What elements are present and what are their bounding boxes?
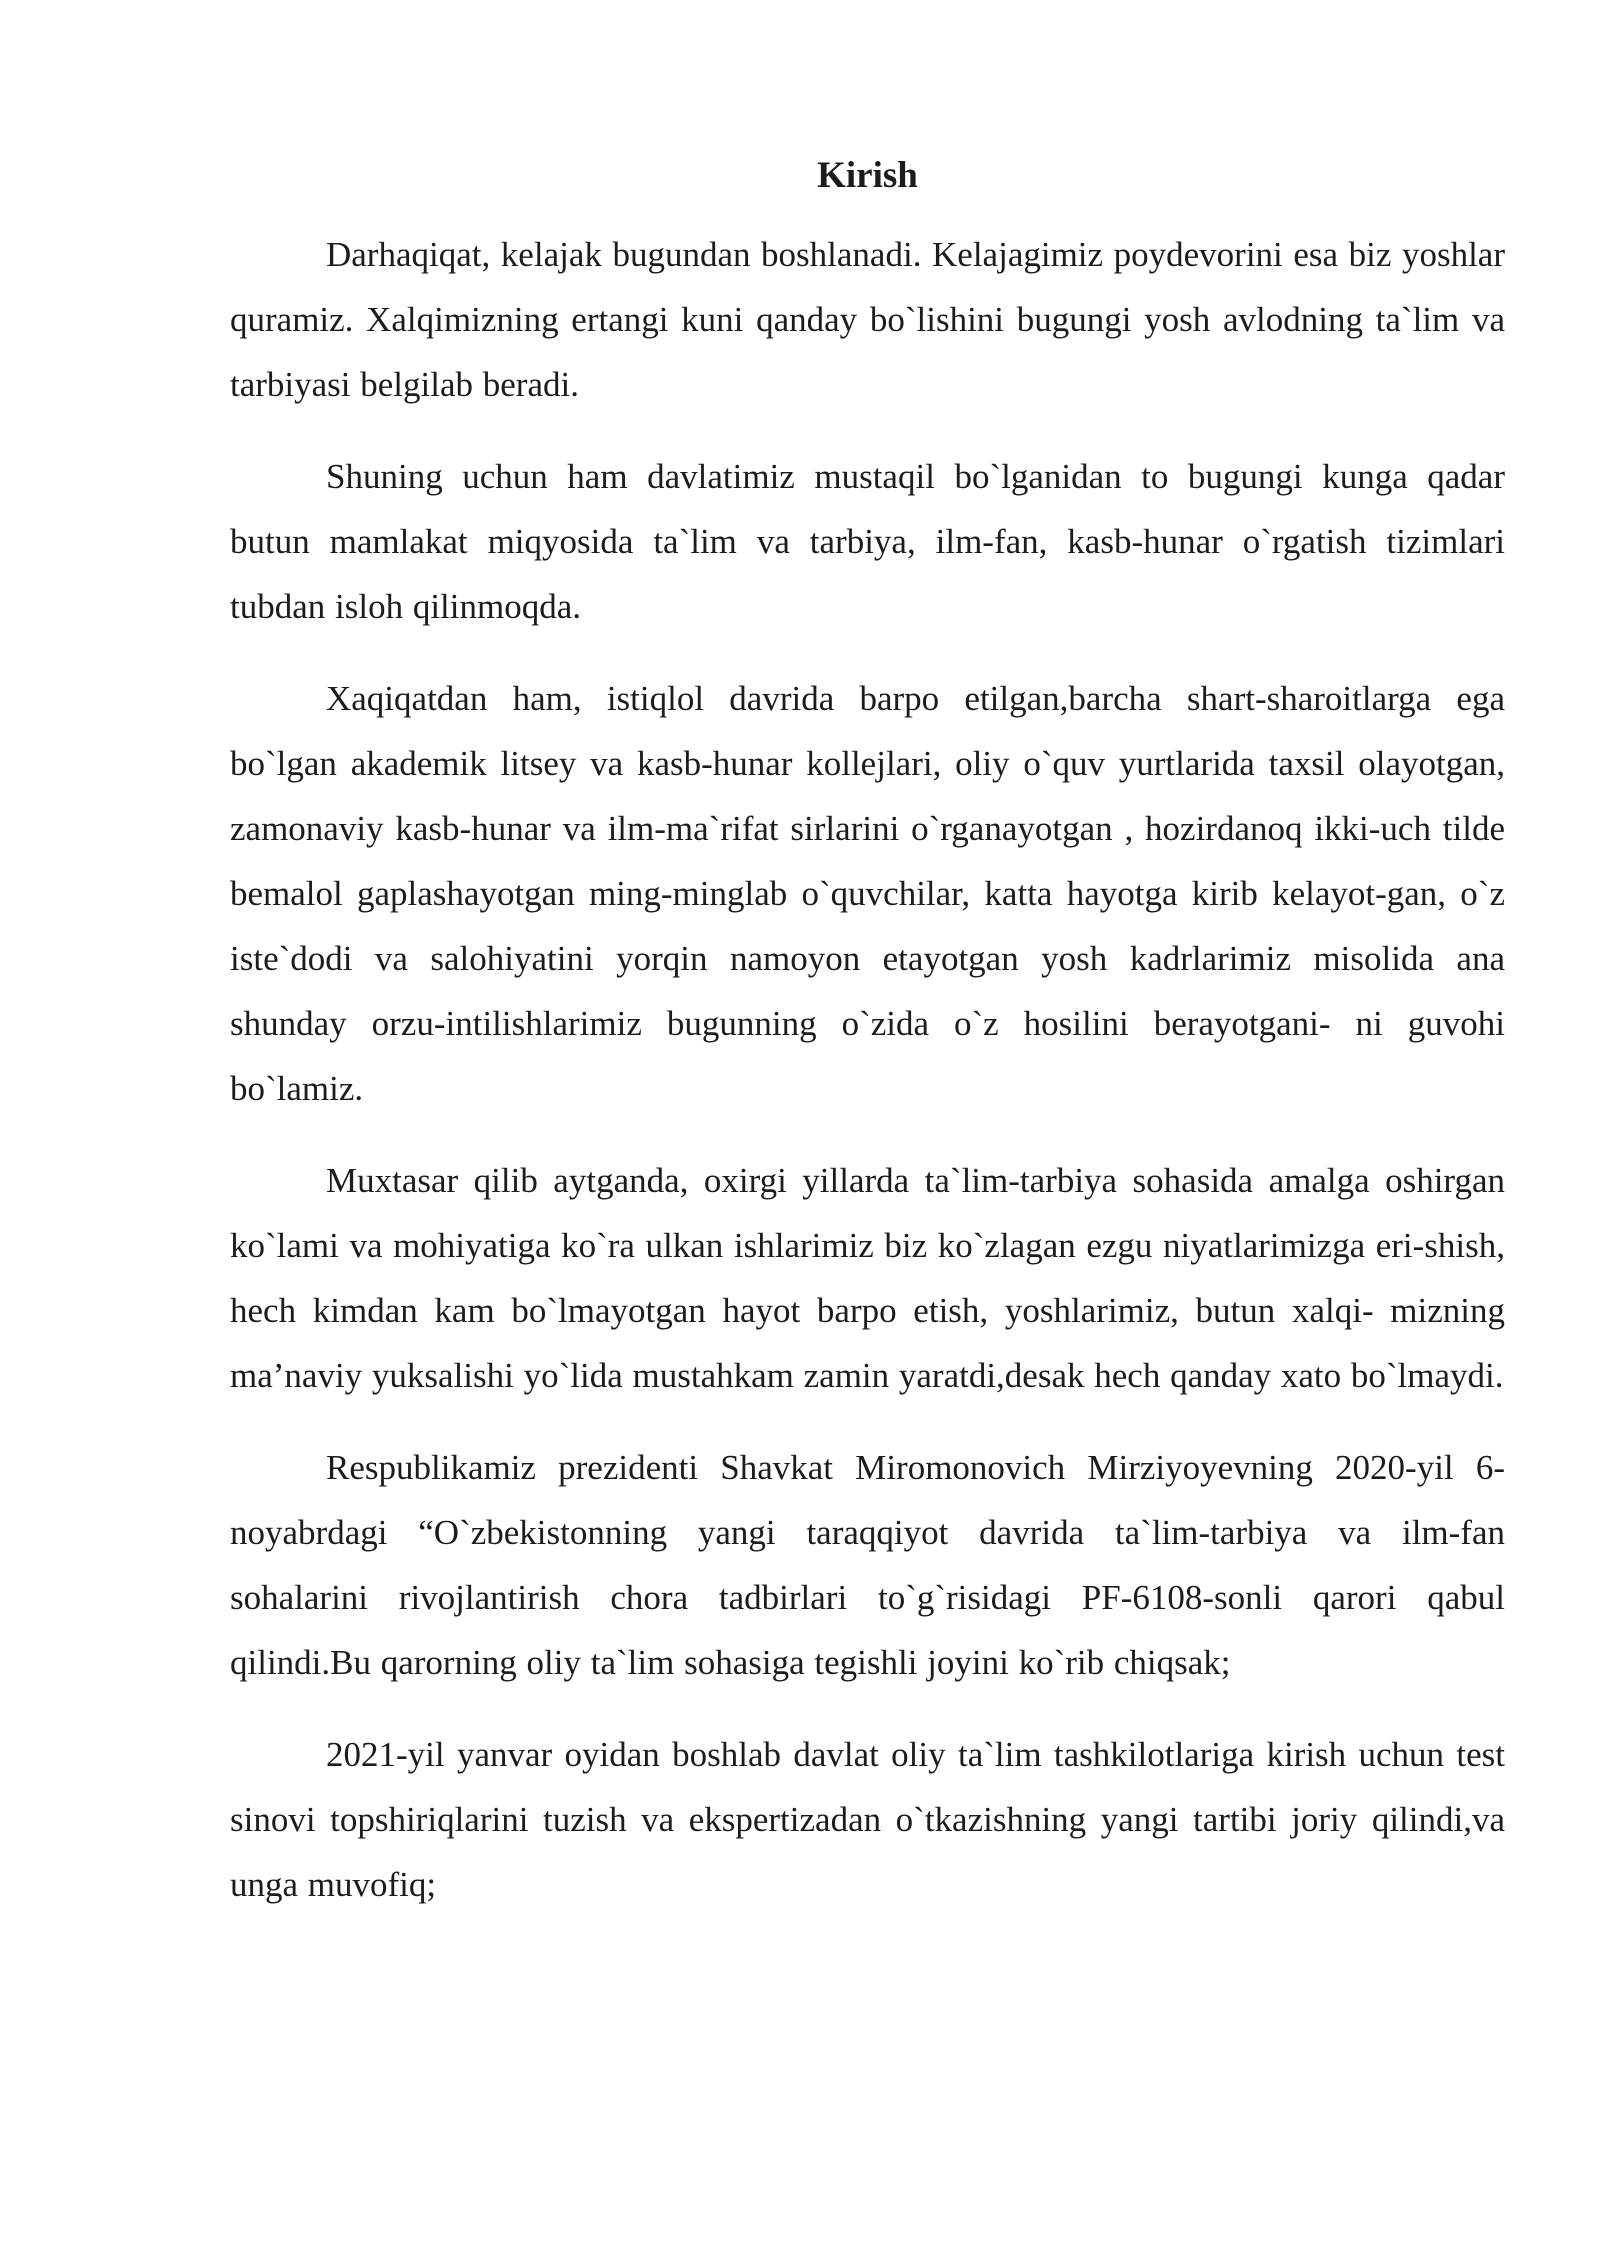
paragraph-6: 2021-yil yanvar oyidan boshlab davlat oliy ta`lim tashkilotlariga kirish uchun test sinovi topshiriqlarini tuzish va ekspertizadan o`tkazishning yangi tartibi joriy qilindi,va unga muvofiq; (230, 1735, 1505, 1904)
document-title: Kirish (817, 155, 918, 196)
paragraph-5: Respublikamiz prezidenti Shavkat Miromonovich Mirziyoyevning 2020-yil 6-noyabrdagi “O`zbekistonning yangi taraqqiyot davrida ta`lim-tarbiya va ilm-fan sohalarini rivojlantirish chora tadbirlari to`g`risidagi PF-6108-sonli qarori qabul qilindi.Bu qarorning oliy ta`lim sohasiga tegishli joyini ko`rib chiqsak; (230, 1448, 1505, 1682)
paragraph-1: Darhaqiqat, kelajak bugundan boshlanadi. Kelajagimiz poydevorini esa biz yoshlar quramiz. Xalqimizning ertangi kuni qanday bo`lishini bugungi yosh avlodning ta`lim va tarbiyasi belgilab beradi. (230, 235, 1505, 404)
paragraph-4: Muxtasar qilib aytganda, oxirgi yillarda ta`lim-tarbiya sohasida amalga oshirgan ko`lami va mohiyatiga ko`ra ulkan ishlarimiz biz ko`zlagan ezgu niyatlarimizga eri-shish, hech kimdan kam bo`lmayotgan hayot barpo etish, yoshlarimiz, butun xalqi- mizning ma’naviy yuksalishi yo`lida mustahkam zamin yaratdi,desak hech qanday xato bo`lmaydi. (230, 1161, 1505, 1395)
paragraph-3: Xaqiqatdan ham, istiqlol davrida barpo etilgan,barcha shart-sharoitlarga ega bo`lgan akademik litsey va kasb-hunar kollejlari, oliy o`quv yurtlarida taxsil olayotgan, zamonaviy kasb-hunar va ilm-ma`rifat sirlarini o`rganayotgan , hozirdanoq ikki-uch tilde bemalol gaplashayotgan ming-minglab o`quvchilar, katta hayotga kirib kelayot-gan, o`z iste`dodi va salohiyatini yorqin namoyon etayotgan yosh kadrlarimiz misolida ana shunday orzu-intilishlarimiz bugunning o`zida o`z hosilini berayotgani- ni guvohi bo`lamiz. (230, 679, 1505, 1108)
document-body (230, 150, 1505, 1944)
paragraph-2: Shuning uchun ham davlatimiz mustaqil bo`lganidan to bugungi kunga qadar butun mamlakat miqyosida ta`lim va tarbiya, ilm-fan, kasb-hunar o`rgatish tizimlari tubdan isloh qilinmoqda. (230, 457, 1505, 626)
